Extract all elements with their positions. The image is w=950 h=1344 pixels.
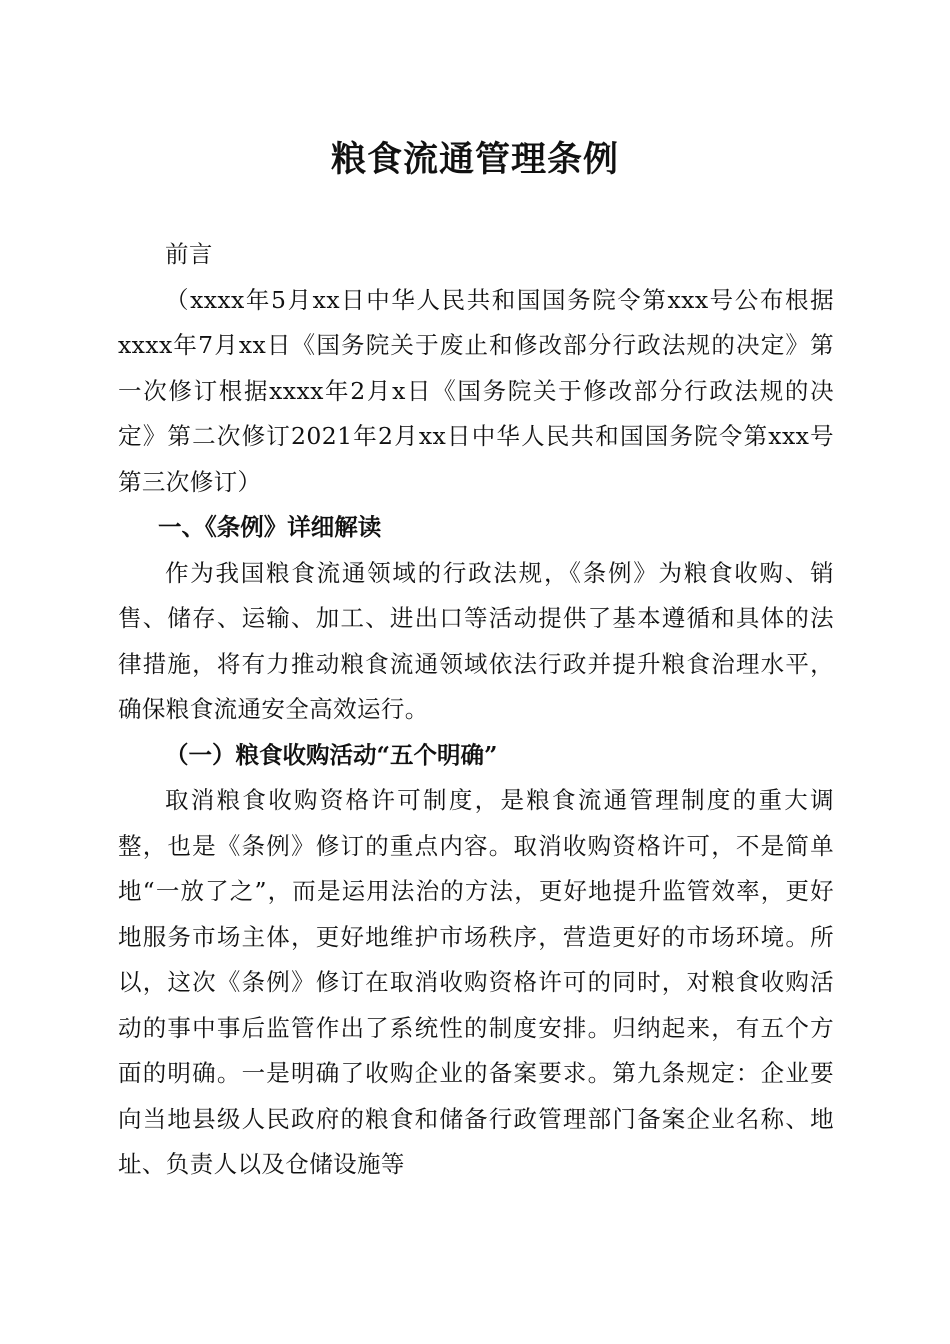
subsection-paragraph: 取消粮食收购资格许可制度，是粮食流通管理制度的重大调整，也是《条例》修订的重点内容。取消收购资格许可，不是简单地“一放了之”，而是运用法治的方法，更好地提升监管效率，更好地服务市场主体，更好地维护市场秩序，营造更好的市场环境。所以，这次《条例》修订在取消收购资格许可的同时，对粮食收购活动的事中事后监管作出了系统性的制度安排。归纳起来，有五个方面的明确。一是明确了收购企业的备案要求。第九条规定：企业要向当地县级人民政府的粮食和储备行政管理部门备案企业名称、地址、负责人以及仓储设施等 [118,786,834,1178]
section-paragraph: 作为我国粮食流通领域的行政法规，《条例》为粮食收购、销售、储存、运输、加工、进出口等活动提供了基本遵循和具体的法律措施，将有力推动粮食流通领域依法行政并提升粮食治理水平，确保粮食流通安全高效运行。 [118,558,834,723]
document-body [118,232,834,1188]
section-heading: 一、《条例》详细解读 [158,513,382,541]
preface-text: （xxxx年5月xx日中华人民共和国国务院令第xxx号公布根据xxxx年7月xx日《国务院关于废止和修改部分行政法规的决定》第一次修订根据xxxx年2月x日《国务院关于修改部分行政法规的决定》第二次修订2021年2月xx日中华人民共和国国务院令第xxx号第三次修订） [118,285,834,496]
document-title: 粮食流通管理条例 [330,140,619,180]
subsection-heading: （一）粮食收购活动“五个明确” [165,740,498,769]
preface-label: 前言 [165,240,213,268]
